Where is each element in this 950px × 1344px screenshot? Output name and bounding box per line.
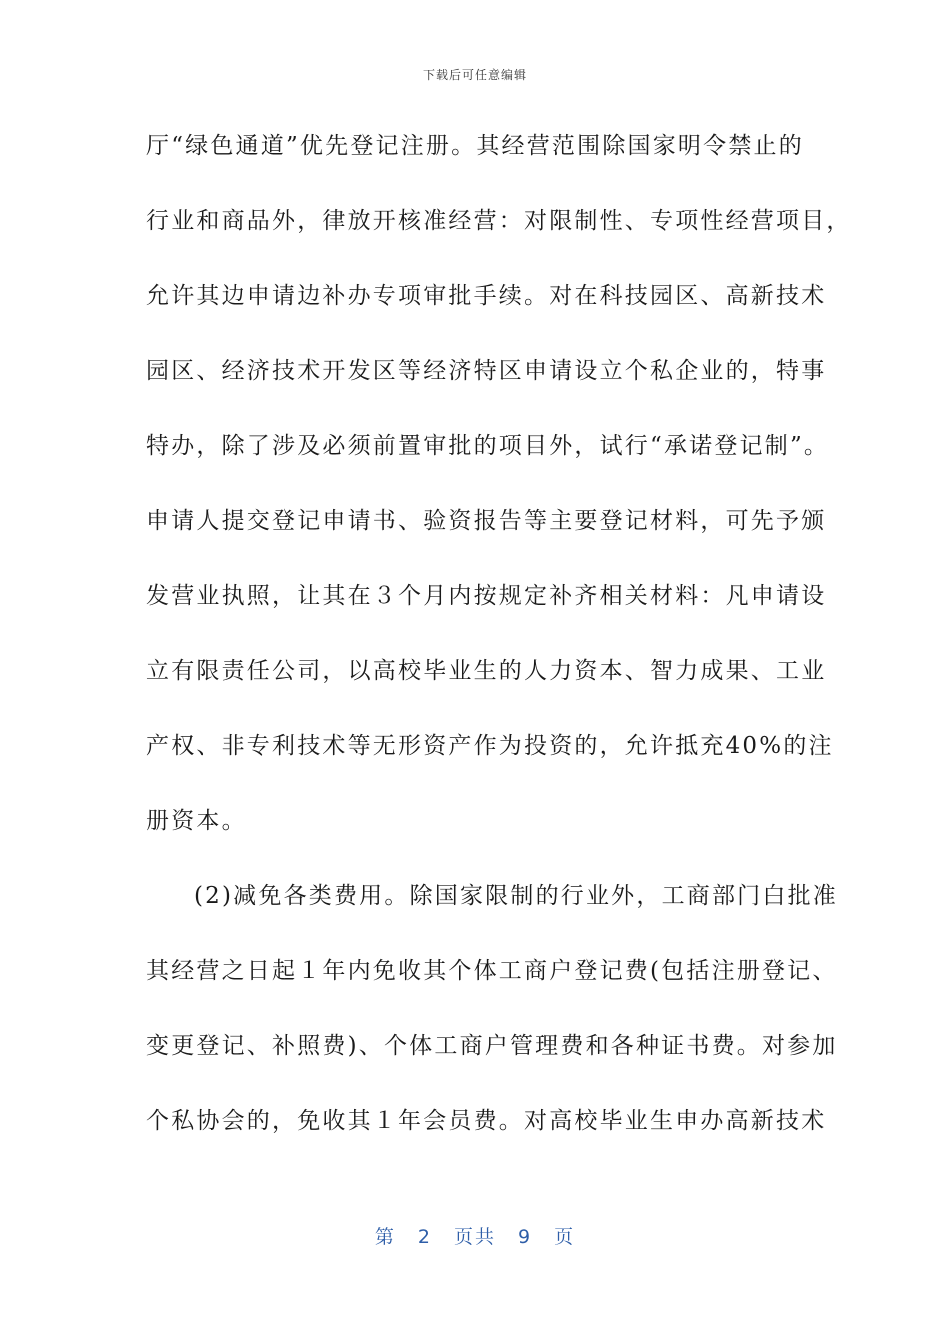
text-line: 其经营之日起１年内免收其个体工商户登记费(包括注册登记、 [146, 958, 838, 984]
text-line: 个私协会的，免收其１年会员费。对高校毕业生申办高新技术 [146, 1108, 827, 1134]
text-line: 园区、经济技术开发区等经济特区申请设立个私企业的，特事 [146, 358, 827, 384]
page-suffix: 页 [554, 1226, 576, 1248]
page-number: 2 [417, 1226, 432, 1248]
text-line: 厅“绿色通道”优先登记注册。其经营范围除国家明令禁止的 [146, 133, 804, 159]
text-line: 行业和商品外，律放开核准经营：对限制性、专项性经营项目， [146, 208, 852, 234]
page-footer [0, 1222, 950, 1249]
page-middle: 页共 [453, 1226, 496, 1248]
text-line: 允许其边申请边补办专项审批手续。对在科技园区、高新技术 [146, 283, 827, 309]
page-prefix: 第 [374, 1226, 396, 1248]
text-line: 册资本。 [146, 808, 247, 834]
text-line-indented: (2)减免各类费用。除国家限制的行业外，工商部门白批准 [194, 883, 838, 909]
text-line: 立有限责任公司，以高校毕业生的人力资本、智力成果、工业 [146, 658, 827, 684]
text-line: 特办，除了涉及必须前置审批的项目外，试行“承诺登记制”。 [146, 433, 830, 459]
document-body [146, 122, 852, 1172]
text-line: 发营业执照，让其在３个月内按规定补齐相关材料：凡申请设 [146, 583, 827, 609]
text-line: 变更登记、补照费)、个体工商户管理费和各种证书费。对参加 [146, 1033, 838, 1059]
text-line: 申请人提交登记申请书、验资报告等主要登记材料，可先予颁 [146, 508, 827, 534]
header-note: 下载后可任意编辑 [422, 68, 527, 82]
total-pages: 9 [518, 1226, 533, 1248]
text-line: 产权、非专利技术等无形资产作为投资的，允许抵充40%的注 [146, 733, 834, 759]
